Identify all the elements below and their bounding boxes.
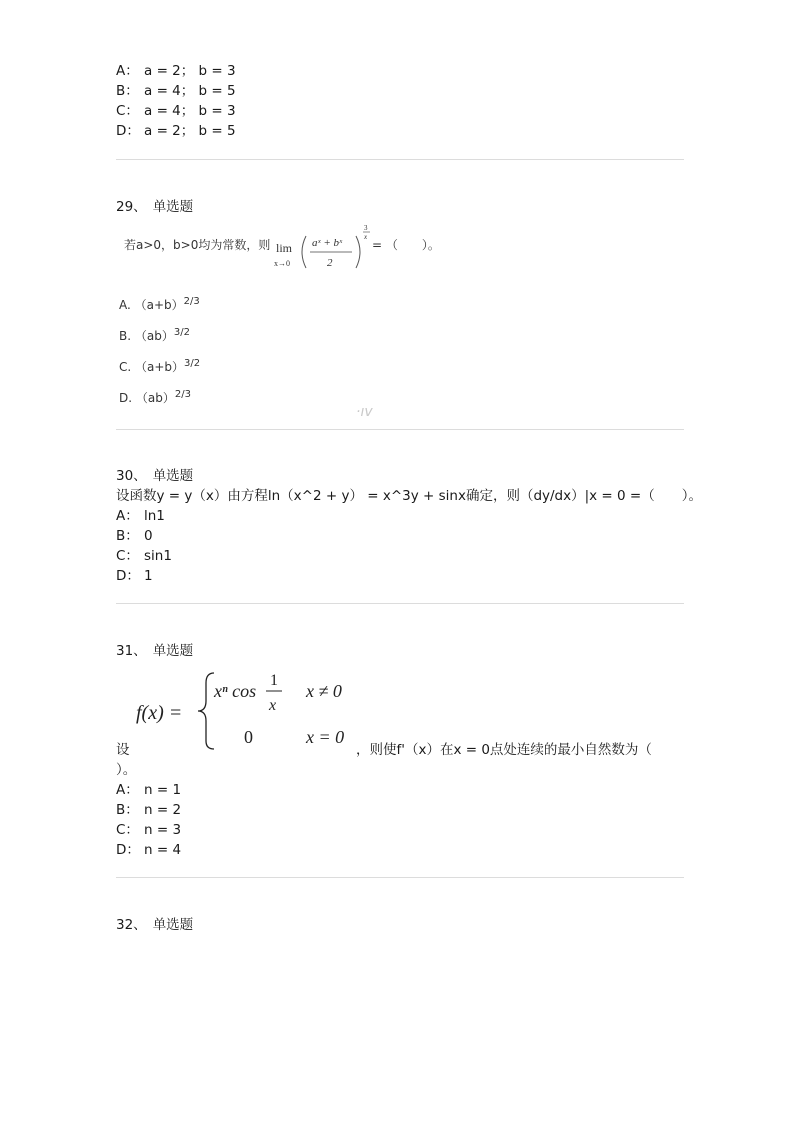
case2-expression: 0	[244, 727, 253, 747]
option-text: ln1	[144, 508, 165, 524]
option-text: n = 3	[144, 822, 182, 838]
q28-option-d	[116, 121, 236, 141]
option-letter: C：	[116, 822, 139, 838]
question-type: 单选题	[152, 917, 194, 933]
question-number: 31、	[116, 643, 147, 659]
option-text: sin1	[144, 548, 172, 564]
q31-option-c	[116, 820, 181, 840]
right-paren	[356, 236, 360, 268]
q32-header	[116, 915, 193, 935]
option-letter: A：	[116, 63, 139, 79]
q30-header	[116, 466, 193, 486]
q29-stem-suffix: = （ ）。	[372, 238, 440, 252]
q28-option-a	[116, 61, 236, 81]
question-type: 单选题	[152, 468, 194, 484]
question-number: 32、	[116, 917, 147, 933]
q31-piecewise-formula	[134, 667, 364, 755]
q31-stem-end: ）。	[116, 762, 137, 778]
q31-stem-suffix: ，则使f'（x）在x = 0点处连续的最小自然数为（	[356, 742, 652, 758]
q29-option-a	[119, 296, 200, 313]
option-exponent: 2/3	[174, 389, 191, 400]
exponent-denominator: x	[364, 233, 368, 241]
option-exponent: 3/2	[173, 327, 190, 338]
question-number: 29、	[116, 199, 147, 215]
option-letter: B：	[116, 528, 139, 544]
divider	[116, 159, 684, 160]
option-exponent: 3/2	[184, 358, 201, 369]
question-type: 单选题	[152, 643, 194, 659]
frac-denominator: 2	[327, 257, 333, 269]
question-number: 30、	[116, 468, 147, 484]
option-text: 0	[144, 528, 153, 544]
fx-label: f(x) =	[136, 702, 183, 724]
lim-label: lim	[276, 241, 293, 255]
option-text: a = 4； b = 3	[144, 103, 236, 119]
q31-header	[116, 641, 193, 661]
q31-option-a	[116, 780, 181, 800]
option-letter: B：	[116, 83, 139, 99]
divider	[116, 429, 684, 430]
option-text: A. （a+b）	[119, 298, 184, 312]
case1-frac-denominator: x	[269, 697, 277, 714]
q29-limit-formula	[272, 222, 372, 278]
exponent-numerator: 3	[364, 224, 368, 232]
option-letter: C：	[116, 103, 139, 119]
option-letter: C：	[116, 548, 139, 564]
option-text: C. （a+b）	[119, 360, 185, 374]
q30-option-a	[116, 506, 165, 526]
option-letter: D：	[116, 842, 140, 858]
case2-condition: x = 0	[306, 727, 345, 747]
q31-stem-prefix: 设	[116, 742, 130, 758]
option-text: a = 4； b = 5	[144, 83, 236, 99]
q29-stem-prefix: 若a>0，b>0均为常数，则	[124, 238, 271, 252]
option-letter: B：	[116, 802, 139, 818]
case1-condition: x ≠ 0	[306, 681, 342, 701]
option-exponent: 2/3	[183, 296, 200, 307]
q29-option-b	[119, 327, 190, 344]
frac-numerator: aˣ + bˣ	[312, 237, 343, 249]
watermark: ·ıv	[356, 404, 373, 420]
q30-option-c	[116, 546, 172, 566]
option-letter: A：	[116, 782, 139, 798]
divider	[116, 877, 684, 878]
option-text: a = 2； b = 3	[144, 63, 236, 79]
case1-frac-numerator: 1	[270, 672, 278, 689]
option-letter: D：	[116, 123, 140, 139]
option-text: B. （ab）	[119, 329, 174, 343]
divider	[116, 603, 684, 604]
case1-expression: xⁿ cos	[214, 681, 257, 701]
piecewise-brace	[198, 673, 214, 749]
q28-option-b	[116, 81, 236, 101]
option-text: n = 2	[144, 802, 182, 818]
q28-option-c	[116, 101, 236, 121]
q30-option-b	[116, 526, 153, 546]
lim-subscript: x→0	[274, 259, 290, 268]
q30-stem: 设函数y = y（x）由方程ln（x^2 + y） = x^3y + sinx确定，则（dy/dx）|x = 0 =（ ）。	[116, 488, 702, 504]
option-letter: D：	[116, 568, 140, 584]
option-text: n = 4	[144, 842, 182, 858]
option-text: 1	[144, 568, 153, 584]
q30-option-d	[116, 566, 153, 586]
question-type: 单选题	[152, 199, 194, 215]
q29-option-d	[119, 389, 191, 406]
q31-option-b	[116, 800, 181, 820]
option-text: n = 1	[144, 782, 182, 798]
q29-header	[116, 197, 193, 217]
q31-option-d	[116, 840, 181, 860]
q29-option-c	[119, 358, 200, 375]
option-text: D. （ab）	[119, 391, 175, 405]
option-letter: A：	[116, 508, 139, 524]
option-text: a = 2； b = 5	[144, 123, 236, 139]
left-paren	[302, 236, 306, 268]
